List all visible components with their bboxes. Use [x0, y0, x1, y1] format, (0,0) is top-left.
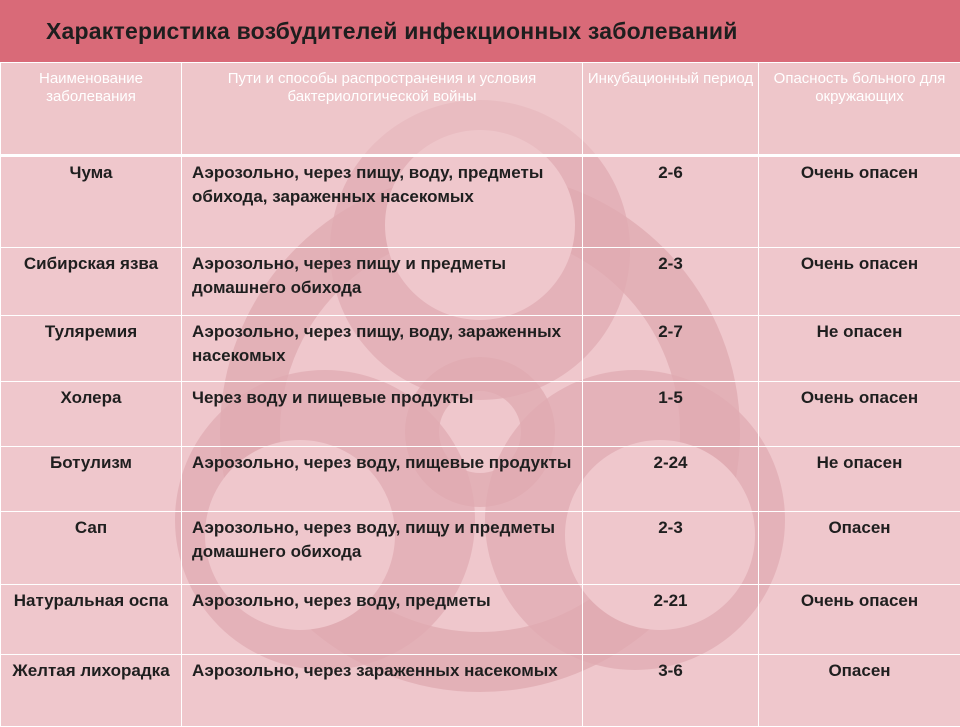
- page-title: Характеристика возбудителей инфекционных заболеваний: [46, 18, 738, 45]
- disease-name-cell: Туляремия: [1, 316, 182, 382]
- disease-name-cell: Ботулизм: [1, 447, 182, 512]
- route-cell: Аэрозольно, через воду, пищевые продукты: [182, 447, 583, 512]
- table-row: [1, 447, 960, 512]
- incubation-cell: 2-3: [583, 248, 759, 316]
- route-cell: Через воду и пищевые продукты: [182, 382, 583, 447]
- header-disease-name: Наименование заболевания: [1, 63, 182, 156]
- incubation-cell: 3-6: [583, 655, 759, 727]
- table-row: [1, 316, 960, 382]
- incubation-cell: 2-6: [583, 156, 759, 248]
- route-cell: Аэрозольно, через пищу и предметы домашнего обихода: [182, 248, 583, 316]
- header-danger-level: Опасность больного для окружающих: [759, 63, 960, 156]
- route-cell: Аэрозольно, через пищу, воду, зараженных насекомых: [182, 316, 583, 382]
- header-incubation-period: Инкубационный период: [583, 63, 759, 156]
- disease-name-cell: Сап: [1, 512, 182, 585]
- incubation-cell: 1-5: [583, 382, 759, 447]
- table-row: [1, 156, 960, 248]
- disease-name-cell: Чума: [1, 156, 182, 248]
- danger-cell: Не опасен: [759, 316, 960, 382]
- route-cell: Аэрозольно, через воду, пищу и предметы домашнего обихода: [182, 512, 583, 585]
- danger-cell: Опасен: [759, 655, 960, 727]
- table-row: [1, 512, 960, 585]
- danger-cell: Очень опасен: [759, 382, 960, 447]
- pathogen-table: [0, 62, 960, 727]
- incubation-cell: 2-3: [583, 512, 759, 585]
- disease-name-cell: Холера: [1, 382, 182, 447]
- danger-cell: Очень опасен: [759, 585, 960, 655]
- title-bar: [0, 0, 960, 62]
- route-cell: Аэрозольно, через зараженных насекомых: [182, 655, 583, 727]
- table-row: [1, 655, 960, 727]
- incubation-cell: 2-7: [583, 316, 759, 382]
- route-cell: Аэрозольно, через пищу, воду, предметы обихода, зараженных насекомых: [182, 156, 583, 248]
- incubation-cell: 2-24: [583, 447, 759, 512]
- incubation-cell: 2-21: [583, 585, 759, 655]
- danger-cell: Не опасен: [759, 447, 960, 512]
- danger-cell: Опасен: [759, 512, 960, 585]
- route-cell: Аэрозольно, через воду, предметы: [182, 585, 583, 655]
- table-container: [0, 62, 960, 720]
- header-transmission-routes: Пути и способы распространения и условия бактериологической войны: [182, 63, 583, 156]
- header-row: [1, 63, 960, 156]
- disease-name-cell: Натуральная оспа: [1, 585, 182, 655]
- danger-cell: Очень опасен: [759, 248, 960, 316]
- table-row: [1, 382, 960, 447]
- danger-cell: Очень опасен: [759, 156, 960, 248]
- disease-name-cell: Желтая лихорадка: [1, 655, 182, 727]
- table-row: [1, 248, 960, 316]
- disease-name-cell: Сибирская язва: [1, 248, 182, 316]
- table-row: [1, 585, 960, 655]
